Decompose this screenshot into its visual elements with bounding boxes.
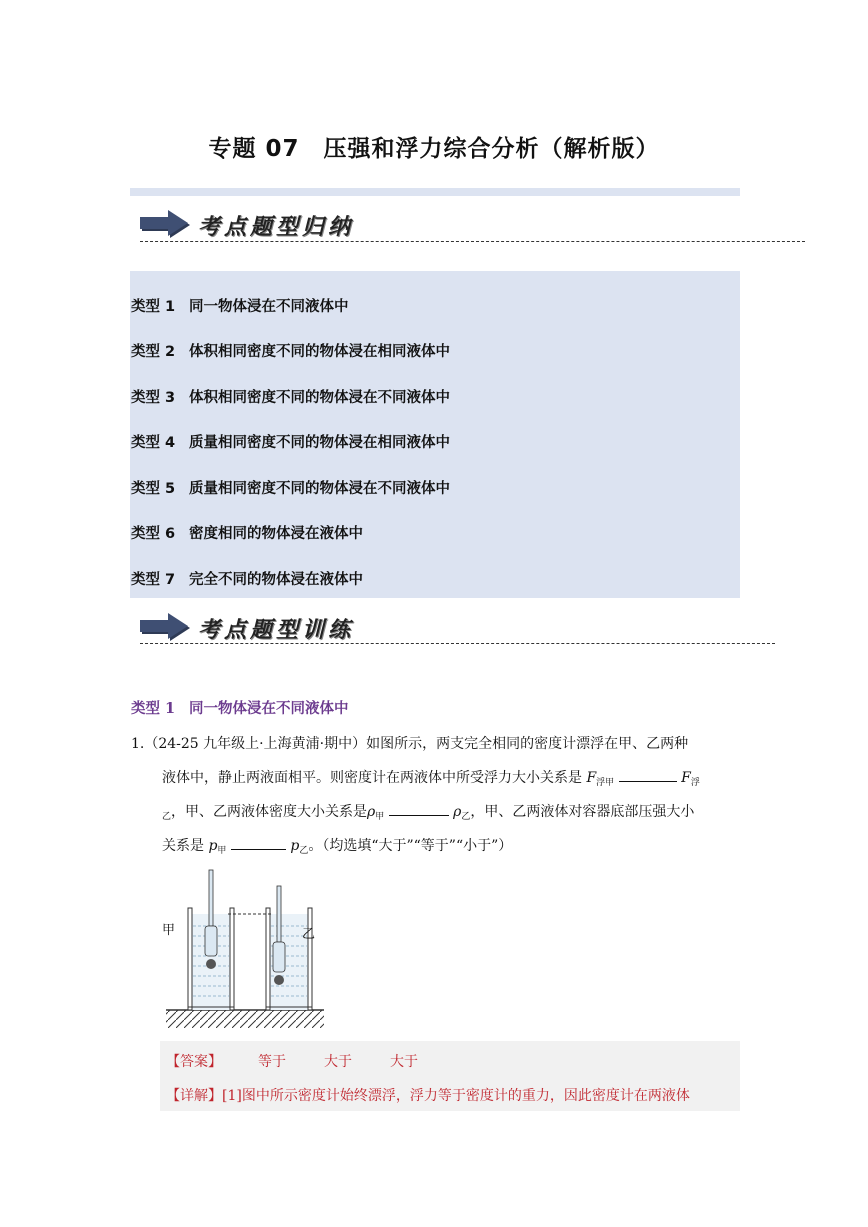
figure-label-right: 乙 [302, 927, 316, 942]
type-list-item: 类型 4 质量相同密度不同的物体浸在相同液体中 [131, 435, 450, 451]
question-source: （24-25 九年级上·上海黄浦·期中） [144, 736, 367, 752]
answer-blank[interactable] [619, 767, 677, 782]
subsection-heading: 类型 1 同一物体浸在不同液体中 [131, 700, 349, 717]
answer-label: 【答案】 [166, 1054, 222, 1070]
explain-text: [1]图中所示密度计始终漂浮，浮力等于密度计的重力，因此密度计在两液体 [222, 1088, 690, 1104]
divider [140, 643, 775, 644]
answer-blank[interactable] [231, 835, 286, 850]
arrow-right-icon [140, 210, 192, 240]
summary-box-top [130, 188, 740, 196]
section-heading-text: 考点题型训练 [198, 616, 355, 643]
explain-label: 【详解】 [166, 1088, 222, 1104]
arrow-right-icon [140, 613, 192, 643]
answer-value: 等于 [258, 1054, 286, 1070]
question-line: 液体中，静止两液面相平。则密度计在两液体中所受浮力大小关系是 $F_{浮甲}$ $F_浮$ [162, 767, 700, 788]
section-heading-training [140, 608, 354, 648]
type-list-item: 类型 5 质量相同密度不同的物体浸在不同液体中 [131, 481, 450, 497]
question-line: 关系是 $p_甲$ $p_乙$。（均选填“大于”“等于”“小于”） [162, 835, 512, 856]
type-list-item: 类型 3 体积相同密度不同的物体浸在不同液体中 [131, 390, 450, 406]
question-number: 1. [131, 736, 145, 752]
hydrometer-figure [160, 868, 330, 1033]
answer-value: 大于 [390, 1054, 418, 1070]
type-list-item: 类型 7 完全不同的物体浸在液体中 [131, 572, 363, 588]
type-list-item: 类型 1 同一物体浸在不同液体中 [131, 299, 349, 315]
page-title: 专题 07 压强和浮力综合分析（解析版） [208, 136, 660, 162]
divider [140, 241, 805, 242]
explain-line [166, 1085, 690, 1105]
section-heading-text: 考点题型归纳 [198, 213, 355, 240]
question-line: $_乙$，甲、乙两液体密度大小关系是$\rho_甲$ $\rho_乙$，甲、乙两液体对容器底部压强大小 [162, 801, 694, 822]
answer-line [166, 1051, 418, 1071]
answer-blank[interactable] [389, 801, 449, 816]
question-line: 1.（24-25 九年级上·上海黄浦·期中）如图所示，两支完全相同的密度计漂浮在甲、乙两种 [131, 736, 689, 752]
type-list-item: 类型 2 体积相同密度不同的物体浸在相同液体中 [131, 344, 450, 360]
section-heading-summary [140, 205, 354, 245]
figure-label-left: 甲 [162, 923, 176, 938]
type-list-item: 类型 6 密度相同的物体浸在液体中 [131, 526, 363, 542]
answer-value: 大于 [324, 1054, 352, 1070]
